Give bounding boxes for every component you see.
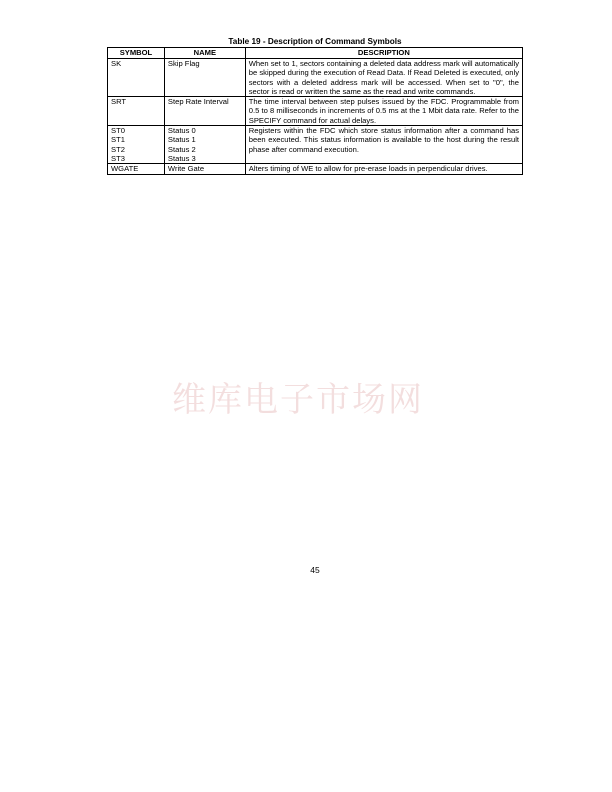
name-text: Skip Flag	[167, 59, 200, 68]
symbol-text: WGATE	[111, 164, 139, 174]
description-cell: The time interval between step pulses issued by the FDC. Programmable from 0.5 to 8 milliseconds in increments of 0.5 ms at the 1 Mbit data rate. Refer to the SPECIFY command for actual delays.	[245, 97, 522, 126]
symbol-text: SK	[111, 59, 122, 68]
header-name: NAME	[164, 48, 245, 59]
table-row	[108, 126, 523, 164]
header-description: DESCRIPTION	[245, 48, 522, 59]
name-cell	[164, 59, 245, 97]
table-header-row	[108, 48, 523, 59]
description-cell: When set to 1, sectors containing a deleted data address mark will automatically be skipped during the execution of Read Data. If Read Deleted is executed, only sectors with a deleted address mark will be accessed. When set to "0", the sector is read or written the same as the read and write commands.	[245, 59, 522, 97]
watermark: 维库电子市场网	[172, 380, 424, 420]
header-symbol: SYMBOL	[108, 48, 165, 59]
name-cell	[164, 97, 245, 126]
symbol-cell	[108, 126, 165, 164]
symbol-cell	[108, 164, 165, 174]
table-title: Table 19 - Description of Command Symbols	[228, 37, 402, 46]
command-symbols-table	[107, 47, 523, 175]
name-text: Write Gate	[167, 164, 205, 174]
description-cell: Alters timing of WE to allow for pre-erase loads in perpendicular drives.	[245, 164, 522, 174]
symbol-text: ST2	[111, 144, 125, 154]
name-cell	[164, 126, 245, 164]
name-cell	[164, 164, 245, 174]
symbol-text: ST1	[111, 135, 125, 145]
name-text: Status 3	[167, 153, 196, 163]
description-cell: Registers within the FDC which store status information after a command has been executed. This status information is available to the host during the result phase after command execution.	[245, 126, 522, 164]
table-row	[108, 97, 523, 126]
table-row	[108, 59, 523, 97]
table-row	[108, 164, 523, 174]
name-text: Step Rate Interval	[167, 97, 229, 107]
symbol-text: ST0	[111, 126, 125, 136]
symbol-text: ST3	[111, 153, 125, 163]
symbol-text: SRT	[111, 97, 127, 107]
symbol-cell	[108, 97, 165, 126]
name-text: Status 1	[167, 135, 196, 145]
symbol-cell	[108, 59, 165, 97]
page-number: 45	[310, 565, 320, 575]
name-text: Status 0	[167, 126, 196, 136]
name-text: Status 2	[167, 144, 196, 154]
